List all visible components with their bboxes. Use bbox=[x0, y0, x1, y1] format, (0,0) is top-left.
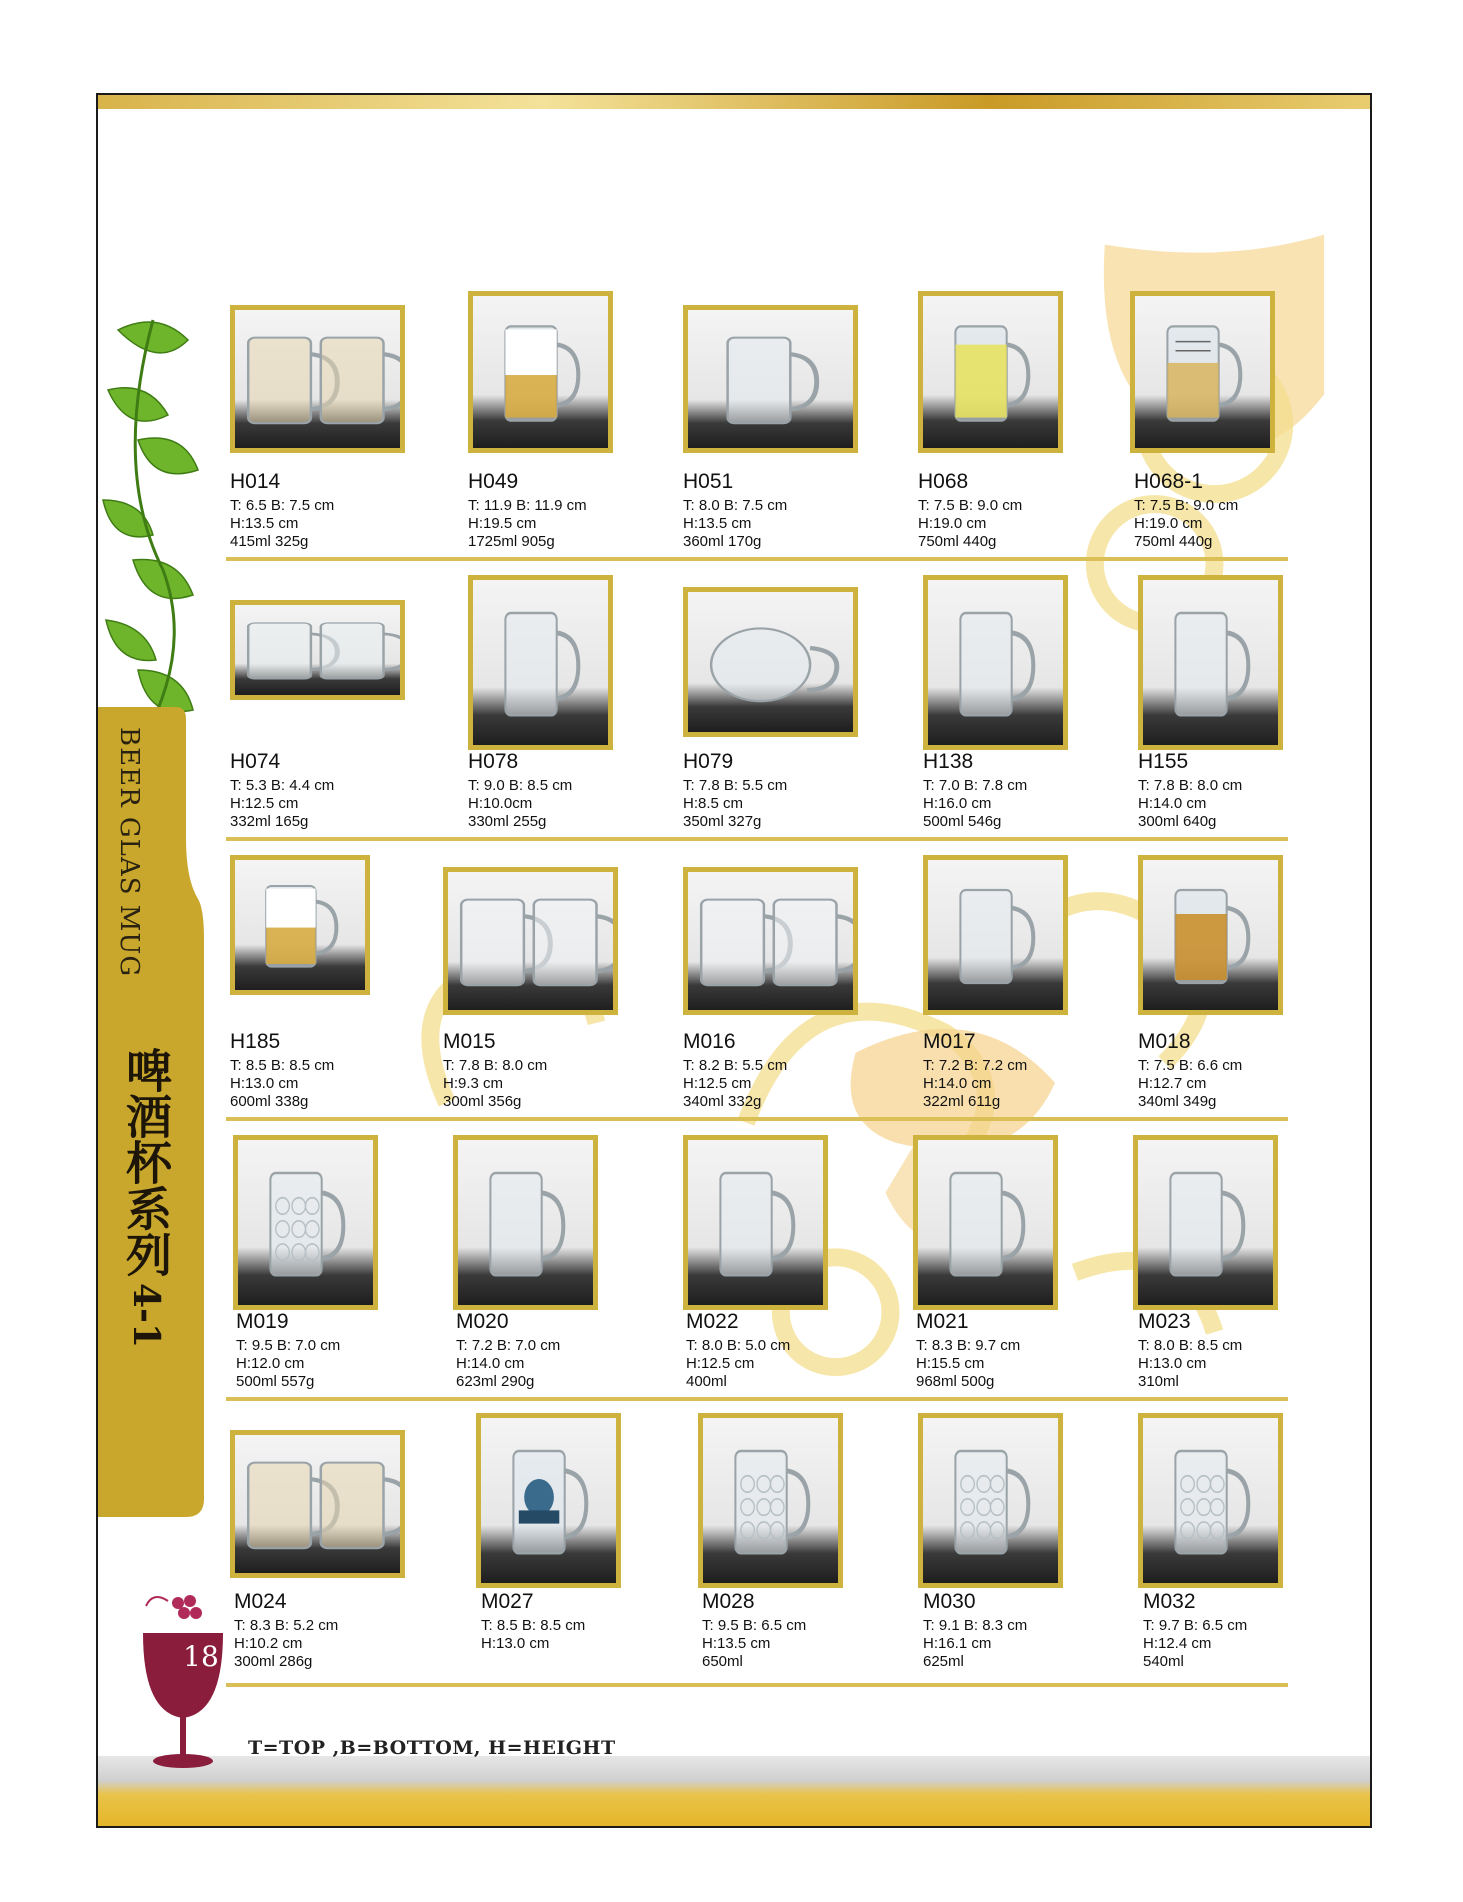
mug-icon bbox=[688, 310, 853, 448]
side-title-english: BEER GLAS MUG bbox=[114, 727, 144, 978]
product-height: H:12.0 cm bbox=[236, 1355, 305, 1372]
product-capacity-weight: 340ml 349g bbox=[1138, 1093, 1217, 1110]
product-capacity-weight: 360ml 170g bbox=[683, 533, 762, 550]
product-photo-m018 bbox=[1138, 855, 1283, 1015]
product-info-h185 bbox=[230, 1030, 430, 1111]
product-info-m028 bbox=[702, 1590, 902, 1671]
product-capacity-weight: 330ml 255g bbox=[468, 813, 547, 830]
product-dimensions: T: 7.5 B: 6.6 cm bbox=[1138, 1057, 1243, 1074]
product-code: M020 bbox=[456, 1310, 509, 1333]
product-dimensions: T: 8.5 B: 8.5 cm bbox=[481, 1617, 586, 1634]
product-info-m022 bbox=[686, 1310, 886, 1391]
product-photo-h138 bbox=[923, 575, 1068, 750]
product-capacity-weight: 322ml 611g bbox=[923, 1093, 1001, 1110]
product-capacity-weight: 750ml 440g bbox=[1134, 533, 1213, 550]
product-height: H:10.0cm bbox=[468, 795, 533, 812]
mug-icon bbox=[703, 1418, 838, 1583]
product-height: H:13.5 cm bbox=[230, 515, 299, 532]
product-photo-h078 bbox=[468, 575, 613, 750]
product-dimensions: T: 7.5 B: 9.0 cm bbox=[918, 497, 1023, 514]
product-height: H:8.5 cm bbox=[683, 795, 744, 812]
product-code: H051 bbox=[683, 470, 734, 493]
product-code: H074 bbox=[230, 750, 281, 773]
product-code: M022 bbox=[686, 1310, 739, 1333]
product-code: H049 bbox=[468, 470, 519, 493]
product-code: H068 bbox=[918, 470, 969, 493]
product-height: H:13.0 cm bbox=[481, 1635, 550, 1652]
mug-icon bbox=[448, 872, 613, 1010]
mug-icon bbox=[688, 872, 853, 1010]
row-divider bbox=[226, 1397, 1288, 1401]
leaves-icon bbox=[98, 310, 208, 740]
row-divider bbox=[226, 1683, 1288, 1687]
row-divider bbox=[226, 557, 1288, 561]
product-info-h155 bbox=[1138, 750, 1338, 831]
product-info-h049 bbox=[468, 470, 668, 551]
product-capacity-weight: 332ml 165g bbox=[230, 813, 309, 830]
product-info-m017 bbox=[923, 1030, 1123, 1111]
mug-icon bbox=[1138, 1140, 1273, 1305]
product-dimensions: T: 8.0 B: 7.5 cm bbox=[683, 497, 788, 514]
product-photo-h068-1 bbox=[1130, 291, 1275, 453]
product-code: M030 bbox=[923, 1590, 976, 1613]
product-height: H:13.5 cm bbox=[702, 1635, 771, 1652]
product-info-m016 bbox=[683, 1030, 883, 1111]
product-code: M024 bbox=[234, 1590, 287, 1613]
product-info-h068 bbox=[918, 470, 1118, 551]
product-photo-h068 bbox=[918, 291, 1063, 453]
product-photo-m019 bbox=[233, 1135, 378, 1310]
product-code: H138 bbox=[923, 750, 974, 773]
product-code: H068-1 bbox=[1134, 470, 1203, 493]
mug-icon bbox=[928, 580, 1063, 745]
product-dimensions: T: 9.1 B: 8.3 cm bbox=[923, 1617, 1028, 1634]
product-capacity-weight: 415ml 325g bbox=[230, 533, 309, 550]
product-dimensions: T: 6.5 B: 7.5 cm bbox=[230, 497, 335, 514]
product-code: H155 bbox=[1138, 750, 1189, 773]
product-capacity-weight: 300ml 640g bbox=[1138, 813, 1217, 830]
product-capacity-weight: 350ml 327g bbox=[683, 813, 762, 830]
product-dimensions: T: 8.2 B: 5.5 cm bbox=[683, 1057, 788, 1074]
product-code: M015 bbox=[443, 1030, 496, 1053]
product-code: M017 bbox=[923, 1030, 976, 1053]
mug-icon bbox=[473, 296, 608, 448]
product-info-m015 bbox=[443, 1030, 643, 1111]
mug-icon bbox=[235, 860, 365, 990]
product-code: M021 bbox=[916, 1310, 969, 1333]
product-code: H078 bbox=[468, 750, 519, 773]
product-photo-m027 bbox=[476, 1413, 621, 1588]
product-code: M027 bbox=[481, 1590, 534, 1613]
product-dimensions: T: 9.0 B: 8.5 cm bbox=[468, 777, 573, 794]
product-capacity-weight: 400ml bbox=[686, 1373, 727, 1390]
product-capacity-weight: 625ml bbox=[923, 1653, 964, 1670]
product-height: H:19.5 cm bbox=[468, 515, 537, 532]
wine-glass-icon bbox=[138, 1573, 228, 1773]
product-capacity-weight: 600ml 338g bbox=[230, 1093, 309, 1110]
product-photo-h079 bbox=[683, 587, 858, 737]
product-info-h138 bbox=[923, 750, 1123, 831]
product-info-m032 bbox=[1143, 1590, 1343, 1671]
product-capacity-weight: 500ml 546g bbox=[923, 813, 1002, 830]
product-photo-m015 bbox=[443, 867, 618, 1015]
product-capacity-weight: 623ml 290g bbox=[456, 1373, 535, 1390]
mug-icon bbox=[928, 860, 1063, 1010]
product-photo-m028 bbox=[698, 1413, 843, 1588]
product-dimensions: T: 8.0 B: 5.0 cm bbox=[686, 1337, 791, 1354]
product-height: H:12.5 cm bbox=[230, 795, 299, 812]
product-capacity-weight: 310ml bbox=[1138, 1373, 1179, 1390]
product-photo-m030 bbox=[918, 1413, 1063, 1588]
product-height: H:12.5 cm bbox=[683, 1075, 752, 1092]
product-height: H:13.0 cm bbox=[230, 1075, 299, 1092]
product-photo-h049 bbox=[468, 291, 613, 453]
product-info-m027 bbox=[481, 1590, 681, 1653]
product-height: H:12.7 cm bbox=[1138, 1075, 1207, 1092]
product-photo-h155 bbox=[1138, 575, 1283, 750]
side-title-chinese-text: 啤酒杯系列 bbox=[119, 1047, 173, 1277]
product-info-h051 bbox=[683, 470, 883, 551]
product-code: M028 bbox=[702, 1590, 755, 1613]
side-title-number: 4-1 bbox=[125, 1283, 167, 1349]
product-code: M019 bbox=[236, 1310, 289, 1333]
mug-icon bbox=[1143, 580, 1278, 745]
product-info-h014 bbox=[230, 470, 430, 551]
product-photo-m016 bbox=[683, 867, 858, 1015]
product-photo-m021 bbox=[913, 1135, 1058, 1310]
mug-icon bbox=[918, 1140, 1053, 1305]
product-dimensions: T: 8.5 B: 8.5 cm bbox=[230, 1057, 335, 1074]
product-dimensions: T: 7.2 B: 7.0 cm bbox=[456, 1337, 561, 1354]
mug-icon bbox=[923, 1418, 1058, 1583]
product-code: M032 bbox=[1143, 1590, 1196, 1613]
product-info-h078 bbox=[468, 750, 668, 831]
row-divider bbox=[226, 1117, 1288, 1121]
product-info-m021 bbox=[916, 1310, 1116, 1391]
bottom-gold-band bbox=[98, 1756, 1370, 1826]
product-height: H:12.4 cm bbox=[1143, 1635, 1212, 1652]
product-dimensions: T: 7.8 B: 8.0 cm bbox=[1138, 777, 1243, 794]
product-capacity-weight: 1725ml 905g bbox=[468, 533, 555, 550]
product-info-h068-1 bbox=[1134, 470, 1334, 551]
product-photo-m024 bbox=[230, 1430, 405, 1578]
product-code: H185 bbox=[230, 1030, 281, 1053]
product-capacity-weight: 540ml bbox=[1143, 1653, 1184, 1670]
page-number: 18 bbox=[183, 1640, 219, 1673]
product-photo-m020 bbox=[453, 1135, 598, 1310]
catalog-page bbox=[96, 93, 1372, 1828]
product-info-m030 bbox=[923, 1590, 1123, 1671]
product-photo-h051 bbox=[683, 305, 858, 453]
product-capacity-weight: 500ml 557g bbox=[236, 1373, 315, 1390]
product-code: H079 bbox=[683, 750, 734, 773]
bottle-side-tab bbox=[98, 707, 204, 1607]
mug-icon bbox=[923, 296, 1058, 448]
product-info-h079 bbox=[683, 750, 883, 831]
product-height: H:15.5 cm bbox=[916, 1355, 985, 1372]
product-height: H:16.1 cm bbox=[923, 1635, 992, 1652]
mug-icon bbox=[688, 592, 853, 732]
mug-icon bbox=[235, 605, 400, 695]
product-info-m023 bbox=[1138, 1310, 1338, 1391]
product-dimensions: T: 7.8 B: 5.5 cm bbox=[683, 777, 788, 794]
product-capacity-weight: 968ml 500g bbox=[916, 1373, 995, 1390]
product-dimensions: T: 9.5 B: 7.0 cm bbox=[236, 1337, 341, 1354]
product-height: H:13.0 cm bbox=[1138, 1355, 1207, 1372]
product-info-m019 bbox=[236, 1310, 436, 1391]
side-title-chinese bbox=[116, 1047, 176, 1348]
product-info-m020 bbox=[456, 1310, 656, 1391]
product-height: H:14.0 cm bbox=[1138, 795, 1207, 812]
mug-icon bbox=[458, 1140, 593, 1305]
product-info-m018 bbox=[1138, 1030, 1338, 1111]
product-photo-h014 bbox=[230, 305, 405, 453]
product-dimensions: T: 8.3 B: 9.7 cm bbox=[916, 1337, 1021, 1354]
mug-icon bbox=[688, 1140, 823, 1305]
product-height: H:19.0 cm bbox=[918, 515, 987, 532]
product-height: H:13.5 cm bbox=[683, 515, 752, 532]
product-height: H:14.0 cm bbox=[923, 1075, 992, 1092]
product-photo-m023 bbox=[1133, 1135, 1278, 1310]
legend-note: T=TOP ,B=BOTTOM, H=HEIGHT bbox=[248, 1737, 616, 1759]
product-height: H:16.0 cm bbox=[923, 795, 992, 812]
product-dimensions: T: 7.5 B: 9.0 cm bbox=[1134, 497, 1239, 514]
product-dimensions: T: 9.5 B: 6.5 cm bbox=[702, 1617, 807, 1634]
product-info-m024 bbox=[234, 1590, 434, 1671]
product-dimensions: T: 7.8 B: 8.0 cm bbox=[443, 1057, 548, 1074]
product-capacity-weight: 300ml 356g bbox=[443, 1093, 522, 1110]
product-photo-m017 bbox=[923, 855, 1068, 1015]
mug-icon bbox=[235, 1435, 400, 1573]
product-info-h074 bbox=[230, 750, 430, 831]
product-height: H:14.0 cm bbox=[456, 1355, 525, 1372]
product-dimensions: T: 7.0 B: 7.8 cm bbox=[923, 777, 1028, 794]
mug-icon bbox=[481, 1418, 616, 1583]
product-dimensions: T: 7.2 B: 7.2 cm bbox=[923, 1057, 1028, 1074]
product-code: M018 bbox=[1138, 1030, 1191, 1053]
product-capacity-weight: 750ml 440g bbox=[918, 533, 997, 550]
product-capacity-weight: 300ml 286g bbox=[234, 1653, 313, 1670]
mug-icon bbox=[238, 1140, 373, 1305]
product-capacity-weight: 650ml bbox=[702, 1653, 743, 1670]
product-dimensions: T: 5.3 B: 4.4 cm bbox=[230, 777, 335, 794]
product-code: M016 bbox=[683, 1030, 736, 1053]
mug-icon bbox=[1135, 296, 1270, 448]
mug-icon bbox=[1143, 860, 1278, 1010]
product-height: H:12.5 cm bbox=[686, 1355, 755, 1372]
product-height: H:19.0 cm bbox=[1134, 515, 1203, 532]
row-divider bbox=[226, 837, 1288, 841]
mug-icon bbox=[1143, 1418, 1278, 1583]
product-capacity-weight: 340ml 332g bbox=[683, 1093, 762, 1110]
product-height: H:9.3 cm bbox=[443, 1075, 504, 1092]
mug-icon bbox=[235, 310, 400, 448]
product-dimensions: T: 11.9 B: 11.9 cm bbox=[468, 497, 587, 514]
product-dimensions: T: 9.7 B: 6.5 cm bbox=[1143, 1617, 1248, 1634]
product-photo-h185 bbox=[230, 855, 370, 995]
mug-icon bbox=[473, 580, 608, 745]
product-dimensions: T: 8.3 B: 5.2 cm bbox=[234, 1617, 339, 1634]
product-photo-m032 bbox=[1138, 1413, 1283, 1588]
product-code: M023 bbox=[1138, 1310, 1191, 1333]
product-dimensions: T: 8.0 B: 8.5 cm bbox=[1138, 1337, 1243, 1354]
product-photo-h074 bbox=[230, 600, 405, 700]
product-code: H014 bbox=[230, 470, 281, 493]
product-height: H:10.2 cm bbox=[234, 1635, 303, 1652]
product-photo-m022 bbox=[683, 1135, 828, 1310]
